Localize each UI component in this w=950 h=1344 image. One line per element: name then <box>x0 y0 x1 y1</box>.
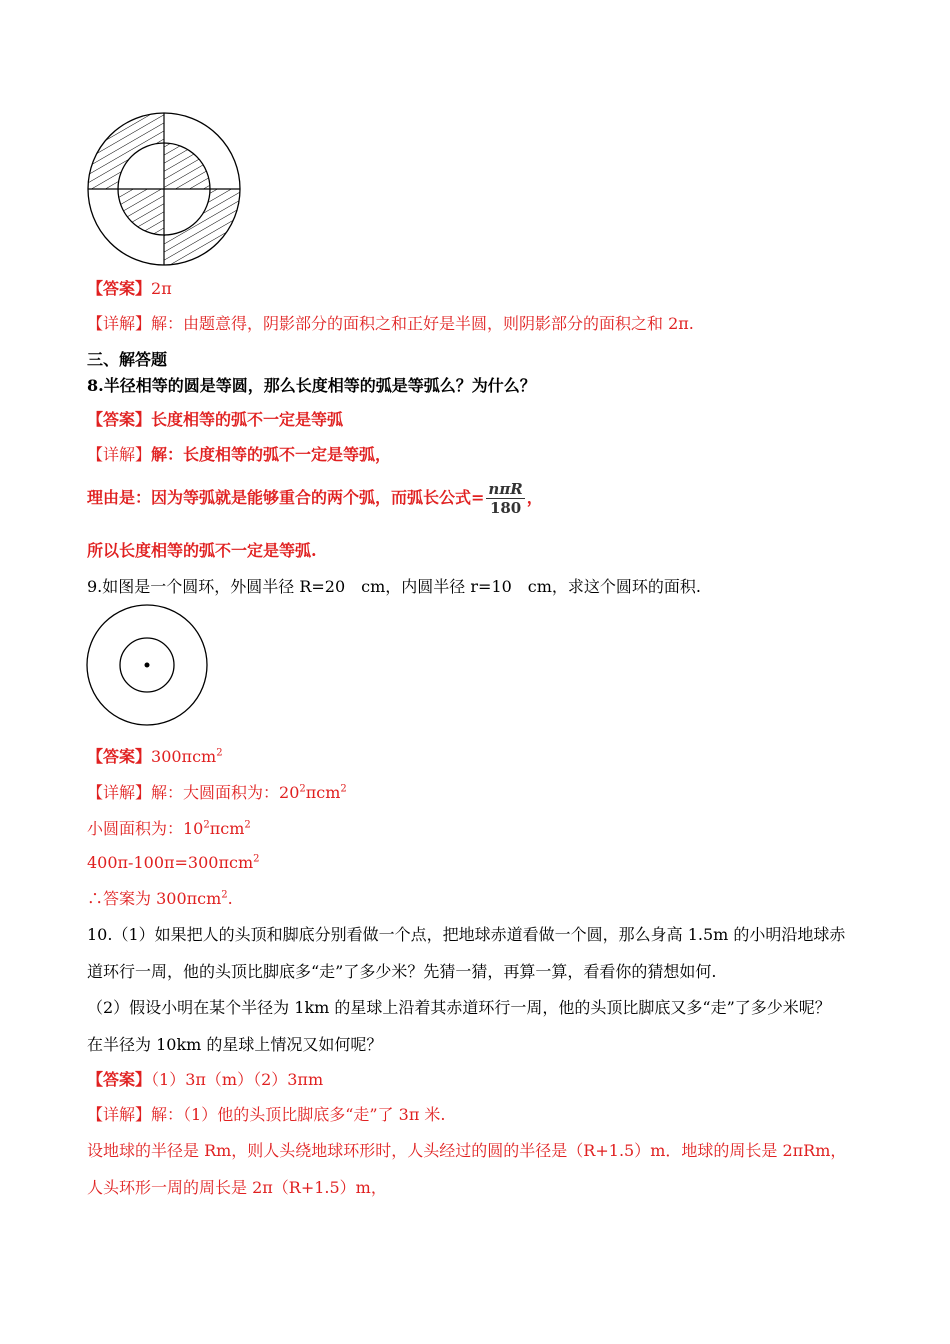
superscript: 2 <box>299 783 306 795</box>
line-text: ∴答案为 300πcm <box>87 889 222 908</box>
line-unit: πcm <box>209 819 245 838</box>
q7-detail <box>87 314 694 334</box>
annulus-figure <box>85 603 209 727</box>
hatched-ring-bottom-right <box>164 189 240 265</box>
q8-conclusion: 所以长度相等的弧不一定是等弧. <box>87 541 317 560</box>
answer-tag: 【答案】 <box>87 747 152 766</box>
detail-text: 解：长度相等的弧不一定是等弧， <box>151 445 392 464</box>
hatched-ring-top-left <box>88 113 164 189</box>
answer-tag: 【答案】 <box>87 1070 152 1089</box>
formula-denominator: 180 <box>489 499 522 517</box>
section-title: 三、解答题 <box>87 350 168 369</box>
superscript: 2 <box>244 819 251 831</box>
q10-detail <box>87 1105 446 1125</box>
answer-text: 长度相等的弧不一定是等弧 <box>151 410 344 429</box>
q8-answer <box>87 410 343 430</box>
q9-question: 9.如图是一个圆环，外圆半径 R=20 cm，内圆半径 r=10 cm，求这个圆环的面积. <box>87 577 702 596</box>
superscript: 2 <box>203 819 210 831</box>
q10-part2-b: 在半径为 10km 的星球上情况又如何呢？ <box>87 1035 383 1054</box>
q10-part2-a: （2）假设小明在某个半径为 1km 的星球上沿着其赤道环行一周，他的头顶比脚底又多“走”了多少米呢？ <box>87 998 831 1017</box>
q10-line2: 人头环形一周的周长是 2π（R+1.5）m， <box>87 1178 387 1197</box>
q9-line1 <box>87 819 251 839</box>
answer-text: 2π <box>151 279 172 298</box>
line-end: . <box>227 889 233 908</box>
reason-end: ， <box>526 488 543 507</box>
detail-text: 解：（1）他的头顶比脚底多“走”了 3π 米. <box>151 1105 446 1124</box>
answer-text: （1）3π（m）（2）3πm <box>151 1070 324 1089</box>
q8-detail <box>87 445 391 465</box>
detail-tag: 【详解】 <box>87 783 152 802</box>
detail-text: 解：由题意得，阴影部分的面积之和正好是半圆，则阴影部分的面积之和 2π. <box>151 314 694 333</box>
reason-text: 理由是：因为等弧就是能够重合的两个弧，而弧长公式= <box>87 488 485 507</box>
q9-line2 <box>87 853 259 873</box>
q8-question: 8.半径相等的圆是等圆，那么长度相等的弧是等弧么？为什么？ <box>87 376 536 395</box>
q10-part1-b: 道环行一周，他的头顶比脚底多“走”了多少米？先猜一猜，再算一算，看看你的猜想如何. <box>87 962 717 981</box>
superscript: 2 <box>253 853 260 865</box>
answer-tag: 【答案】 <box>87 410 152 429</box>
q7-answer <box>87 279 172 299</box>
answer-tag: 【答案】 <box>87 279 152 298</box>
answer-text: 300πcm <box>151 747 217 766</box>
q8-reason <box>87 478 543 518</box>
detail-text: 解：大圆面积为：20 <box>151 783 300 802</box>
q10-line1: 设地球的半径是 Rm，则人头绕地球环形时，人头经过的圆的半径是（R+1.5）m．地球的周长是 2πRm， <box>87 1141 847 1160</box>
q10-part1-a: 10.（1）如果把人的头顶和脚底分别看做一个点，把地球赤道看做一个圆，那么身高 1.5m 的小明沿地球赤 <box>87 925 846 944</box>
q9-line3 <box>87 889 233 909</box>
formula-numerator: nπR <box>488 480 523 498</box>
center-point <box>145 663 150 668</box>
q9-detail <box>87 783 347 803</box>
superscript: 2 <box>216 747 223 759</box>
line-text: 400π-100π=300πcm <box>87 853 254 872</box>
arc-length-formula <box>486 480 524 517</box>
detail-unit: πcm <box>305 783 341 802</box>
detail-tag: 【详解】 <box>87 445 152 464</box>
detail-tag: 【详解】 <box>87 314 152 333</box>
superscript: 2 <box>221 889 228 901</box>
superscript: 2 <box>340 783 347 795</box>
shaded-circles-figure <box>86 111 242 267</box>
line-text: 小圆面积为：10 <box>87 819 204 838</box>
detail-tag: 【详解】 <box>87 1105 152 1124</box>
q10-answer <box>87 1070 323 1090</box>
q9-answer <box>87 747 223 767</box>
